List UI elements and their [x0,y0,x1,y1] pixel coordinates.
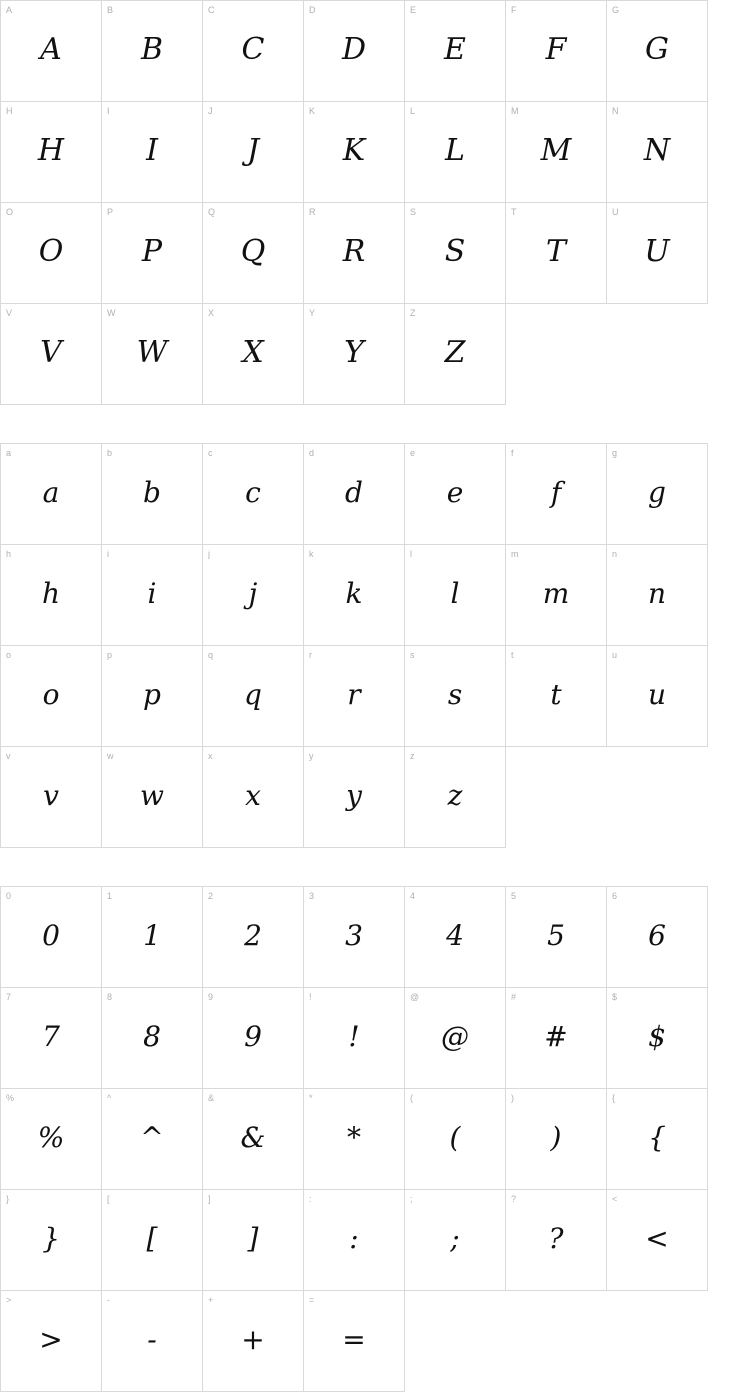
char-code-label: e [410,448,416,458]
char-glyph: = [342,1323,366,1356]
char-glyph: p [143,678,161,711]
charmap-cell[interactable] [304,1,405,102]
charmap-cell[interactable] [405,988,506,1089]
char-code-label: I [107,106,110,116]
char-code-label: x [208,751,213,761]
char-glyph: 7 [42,1020,60,1053]
char-glyph: E [444,32,466,67]
char-code-label: ] [208,1194,211,1204]
charmap-cell[interactable] [304,988,405,1089]
char-glyph: f [550,476,562,509]
charmap-row [1,304,708,405]
charmap-cell[interactable] [506,887,607,988]
char-code-label: d [309,448,315,458]
char-code-label: T [511,207,517,217]
charmap-cell[interactable] [1,203,102,304]
charmap-block-lowercase [0,443,708,848]
charmap-cell-empty [506,1291,607,1392]
charmap-block-uppercase [0,0,708,405]
char-glyph: C [241,32,265,67]
char-glyph: 9 [244,1020,262,1053]
charmap-cell[interactable] [102,1089,203,1190]
char-glyph: y [346,779,362,812]
char-glyph: $ [648,1020,666,1053]
charmap-row [1,102,708,203]
charmap-cell[interactable] [506,545,607,646]
charmap-cell[interactable] [1,1,102,102]
charmap-cell[interactable] [203,988,304,1089]
charmap-cell[interactable] [102,203,203,304]
char-code-label: { [612,1093,616,1103]
char-code-label: U [612,207,619,217]
char-code-label: z [410,751,415,761]
char-glyph: i [147,577,157,610]
char-glyph: x [245,779,261,812]
char-code-label: m [511,549,519,559]
charmap-cell[interactable] [506,988,607,1089]
char-code-label: F [511,5,517,15]
char-glyph: 4 [446,919,464,952]
charmap-cell[interactable] [1,646,102,747]
charmap-cell[interactable] [1,887,102,988]
char-code-label: C [208,5,215,15]
char-code-label: q [208,650,214,660]
charmap-row [1,747,708,848]
charmap-cell[interactable] [203,102,304,203]
charmap-cell[interactable] [304,1291,405,1392]
charmap-cell-empty [405,1291,506,1392]
charmap-cell[interactable] [506,1,607,102]
char-glyph: # [544,1020,568,1053]
char-code-label: R [309,207,316,217]
charmap-cell[interactable] [102,1190,203,1291]
charmap-cell[interactable] [405,444,506,545]
char-code-label: L [410,106,416,116]
char-glyph: 6 [648,919,666,952]
charmap-row [1,887,708,988]
char-glyph: z [447,779,463,812]
char-code-label: : [309,1194,312,1204]
charmap-cell-empty [607,1291,708,1392]
char-glyph: < [645,1222,669,1255]
char-glyph: U [644,234,670,269]
char-code-label: 5 [511,891,517,901]
char-code-label: h [6,549,12,559]
charmap-cell[interactable] [203,747,304,848]
char-code-label: O [6,207,14,217]
char-code-label: K [309,106,316,116]
charmap-cell[interactable] [304,102,405,203]
char-code-label: W [107,308,116,318]
char-glyph: D [341,32,367,67]
charmap-cell-empty [506,304,607,405]
char-glyph: O [38,234,64,269]
charmap-cell-empty [607,304,708,405]
char-code-label: 9 [208,992,214,1002]
char-glyph: A [40,32,62,67]
charmap-cell[interactable] [203,444,304,545]
charmap-cell[interactable] [203,304,304,405]
char-code-label: X [208,308,215,318]
charmap-cell[interactable] [607,444,708,545]
charmap-cell[interactable] [405,747,506,848]
char-code-label: i [107,549,109,559]
charmap-cell[interactable] [1,747,102,848]
charmap-cell[interactable] [1,1291,102,1392]
charmap-cell[interactable] [102,102,203,203]
charmap-row [1,545,708,646]
char-glyph: T [545,234,566,269]
charmap-cell[interactable] [304,887,405,988]
char-glyph: ! [348,1020,360,1053]
char-glyph: h [41,577,61,610]
charmap-cell[interactable] [102,646,203,747]
char-code-label: E [410,5,417,15]
char-code-label: Y [309,308,316,318]
charmap-cell[interactable] [506,203,607,304]
charmap-cell[interactable] [203,1,304,102]
charmap-cell[interactable] [506,646,607,747]
char-code-label: ) [511,1093,514,1103]
char-code-label: # [511,992,517,1002]
charmap-cell[interactable] [102,988,203,1089]
charmap-cell[interactable] [405,102,506,203]
charmap-cell[interactable] [1,1089,102,1190]
charmap-row [1,444,708,545]
char-code-label: c [208,448,213,458]
charmap-cell[interactable] [607,203,708,304]
char-code-label: = [309,1295,315,1305]
char-code-label: ( [410,1093,413,1103]
char-glyph: } [42,1222,60,1255]
char-code-label: > [6,1295,12,1305]
charmap-cell[interactable] [102,1291,203,1392]
char-glyph: I [146,133,158,168]
char-code-label: H [6,106,13,116]
char-glyph: t [550,678,562,711]
charmap-cell[interactable] [1,444,102,545]
charmap-cell[interactable] [405,304,506,405]
char-code-label: J [208,106,213,116]
char-glyph: : [349,1222,359,1255]
charmap-cell[interactable] [304,646,405,747]
charmap-cell[interactable] [607,1,708,102]
charmap-cell[interactable] [405,1089,506,1190]
charmap-cell[interactable] [102,887,203,988]
charmap-cell[interactable] [304,203,405,304]
charmap-cell[interactable] [1,102,102,203]
charmap-row [1,1,708,102]
char-code-label: $ [612,992,618,1002]
char-glyph: ( [449,1121,461,1154]
char-glyph: N [643,133,671,168]
char-glyph: n [647,577,667,610]
char-glyph: j [248,577,258,610]
char-glyph: Y [344,335,364,370]
char-code-label: N [612,106,619,116]
char-code-label: a [6,448,12,458]
char-code-label: Z [410,308,416,318]
char-glyph: 2 [244,919,262,952]
char-glyph: e [446,476,464,509]
char-glyph: u [647,678,667,711]
charmap-cell[interactable] [304,444,405,545]
charmap-cell[interactable] [102,545,203,646]
char-code-label: b [107,448,113,458]
char-glyph: s [447,678,463,711]
char-glyph: @ [441,1020,469,1053]
char-glyph: 3 [345,919,363,952]
char-code-label: 7 [6,992,12,1002]
char-glyph: m [542,577,570,610]
block-separator [0,405,740,443]
char-glyph: K [342,133,366,168]
charmap-cell[interactable] [1,1190,102,1291]
charmap-row [1,1089,708,1190]
char-glyph: [ [146,1222,158,1255]
char-code-label: f [511,448,514,458]
char-code-label: 3 [309,891,315,901]
charmap-cell[interactable] [102,1,203,102]
char-code-label: s [410,650,415,660]
char-code-label: ; [410,1194,413,1204]
charmap-cell[interactable] [506,444,607,545]
charmap-cell[interactable] [203,203,304,304]
char-glyph: P [141,234,163,269]
char-glyph: 5 [547,919,565,952]
charmap-cell[interactable] [405,646,506,747]
char-code-label: o [6,650,12,660]
charmap-block-digits-and-symbols [0,886,708,1392]
charmap-cell[interactable] [203,1190,304,1291]
char-glyph: L [445,133,465,168]
char-glyph: > [39,1323,63,1356]
charmap-cell[interactable] [506,102,607,203]
char-glyph: b [143,476,161,509]
char-glyph: J [246,133,260,168]
charmap-cell[interactable] [304,1190,405,1291]
char-glyph: ^ [140,1121,164,1154]
char-code-label: 1 [107,891,113,901]
char-glyph: r [347,678,361,711]
charmap-cell-empty [607,747,708,848]
char-code-label: Q [208,207,216,217]
char-glyph: - [147,1323,157,1356]
charmap-cell[interactable] [203,646,304,747]
char-code-label: V [6,308,13,318]
charmap-cell[interactable] [405,1,506,102]
charmap-cell[interactable] [304,747,405,848]
charmap-cell[interactable] [1,545,102,646]
charmap-cell[interactable] [1,304,102,405]
charmap-row [1,203,708,304]
char-code-label: % [6,1093,15,1103]
char-code-label: t [511,650,514,660]
charmap-cell[interactable] [1,988,102,1089]
char-code-label: M [511,106,519,116]
char-code-label: [ [107,1194,110,1204]
char-glyph: ? [548,1222,564,1255]
char-glyph: & [240,1121,266,1154]
char-glyph: k [345,577,363,610]
char-glyph: 0 [42,919,60,952]
charmap-cell[interactable] [607,988,708,1089]
charmap-cell[interactable] [102,747,203,848]
char-glyph: Q [240,234,266,269]
char-code-label: * [309,1093,313,1103]
char-code-label: < [612,1194,618,1204]
char-glyph: X [242,335,264,370]
char-glyph: ; [450,1222,460,1255]
charmap-cell[interactable] [506,1089,607,1190]
char-glyph: w [140,779,164,812]
char-glyph: l [450,577,460,610]
char-glyph: 8 [143,1020,161,1053]
char-code-label: 6 [612,891,618,901]
charmap-cell[interactable] [405,203,506,304]
charmap-cell[interactable] [304,545,405,646]
char-code-label: l [410,549,412,559]
char-code-label: k [309,549,314,559]
char-glyph: W [136,335,168,370]
charmap-cell[interactable] [405,1190,506,1291]
char-glyph: F [545,32,567,67]
char-code-label: } [6,1194,10,1204]
charmap-cell-empty [506,747,607,848]
char-code-label: - [107,1295,110,1305]
char-code-label: P [107,207,114,217]
charmap-cell[interactable] [607,545,708,646]
char-code-label: w [107,751,114,761]
char-code-label: u [612,650,618,660]
charmap-row [1,1190,708,1291]
char-code-label: ! [309,992,312,1002]
charmap-row [1,988,708,1089]
char-glyph: V [40,335,62,370]
char-code-label: 2 [208,891,214,901]
char-code-label: p [107,650,113,660]
char-glyph: o [42,678,60,711]
char-glyph: a [42,476,60,509]
char-glyph: { [648,1121,666,1154]
charmap-cell[interactable] [405,545,506,646]
char-glyph: ) [550,1121,562,1154]
char-glyph: G [645,32,669,67]
char-code-label: & [208,1093,215,1103]
char-code-label: v [6,751,11,761]
charmap-cell[interactable] [102,304,203,405]
char-code-label: A [6,5,13,15]
char-glyph: * [347,1121,361,1154]
charmap-cell[interactable] [102,444,203,545]
charmap-cell[interactable] [203,887,304,988]
char-code-label: ? [511,1194,517,1204]
charmap-cell[interactable] [607,1190,708,1291]
char-code-label: 4 [410,891,416,901]
char-glyph: + [241,1323,265,1356]
charmap-cell[interactable] [607,102,708,203]
char-code-label: 8 [107,992,113,1002]
char-glyph: d [345,476,363,509]
char-code-label: G [612,5,620,15]
charmap-cell[interactable] [607,646,708,747]
charmap-cell[interactable] [304,304,405,405]
char-code-label: D [309,5,316,15]
char-code-label: y [309,751,314,761]
charmap-cell[interactable] [405,887,506,988]
char-code-label: ^ [107,1093,112,1103]
charmap-cell[interactable] [506,1190,607,1291]
char-glyph: S [444,234,466,269]
char-code-label: 0 [6,891,12,901]
char-code-label: g [612,448,618,458]
charmap-row [1,646,708,747]
char-code-label: B [107,5,114,15]
block-separator [0,848,740,886]
char-glyph: % [37,1121,65,1154]
charmap-row [1,1291,708,1392]
charmap-cell[interactable] [203,545,304,646]
char-code-label: n [612,549,618,559]
char-glyph: ] [247,1222,259,1255]
char-glyph: v [43,779,59,812]
charmap-cell[interactable] [203,1291,304,1392]
char-glyph: c [245,476,261,509]
charmap-cell[interactable] [304,1089,405,1190]
char-glyph: 1 [143,919,161,952]
charmap-cell[interactable] [607,1089,708,1190]
char-glyph: B [140,32,164,67]
charmap-cell[interactable] [607,887,708,988]
char-glyph: q [244,678,262,711]
char-glyph: H [37,133,65,168]
char-glyph: M [540,133,572,168]
char-code-label: S [410,207,417,217]
char-code-label: r [309,650,312,660]
char-code-label: + [208,1295,214,1305]
char-glyph: Z [444,335,466,370]
char-code-label: j [208,549,210,559]
char-glyph: R [342,234,366,269]
charmap-cell[interactable] [203,1089,304,1190]
char-code-label: @ [410,992,420,1002]
char-glyph: g [648,476,666,509]
